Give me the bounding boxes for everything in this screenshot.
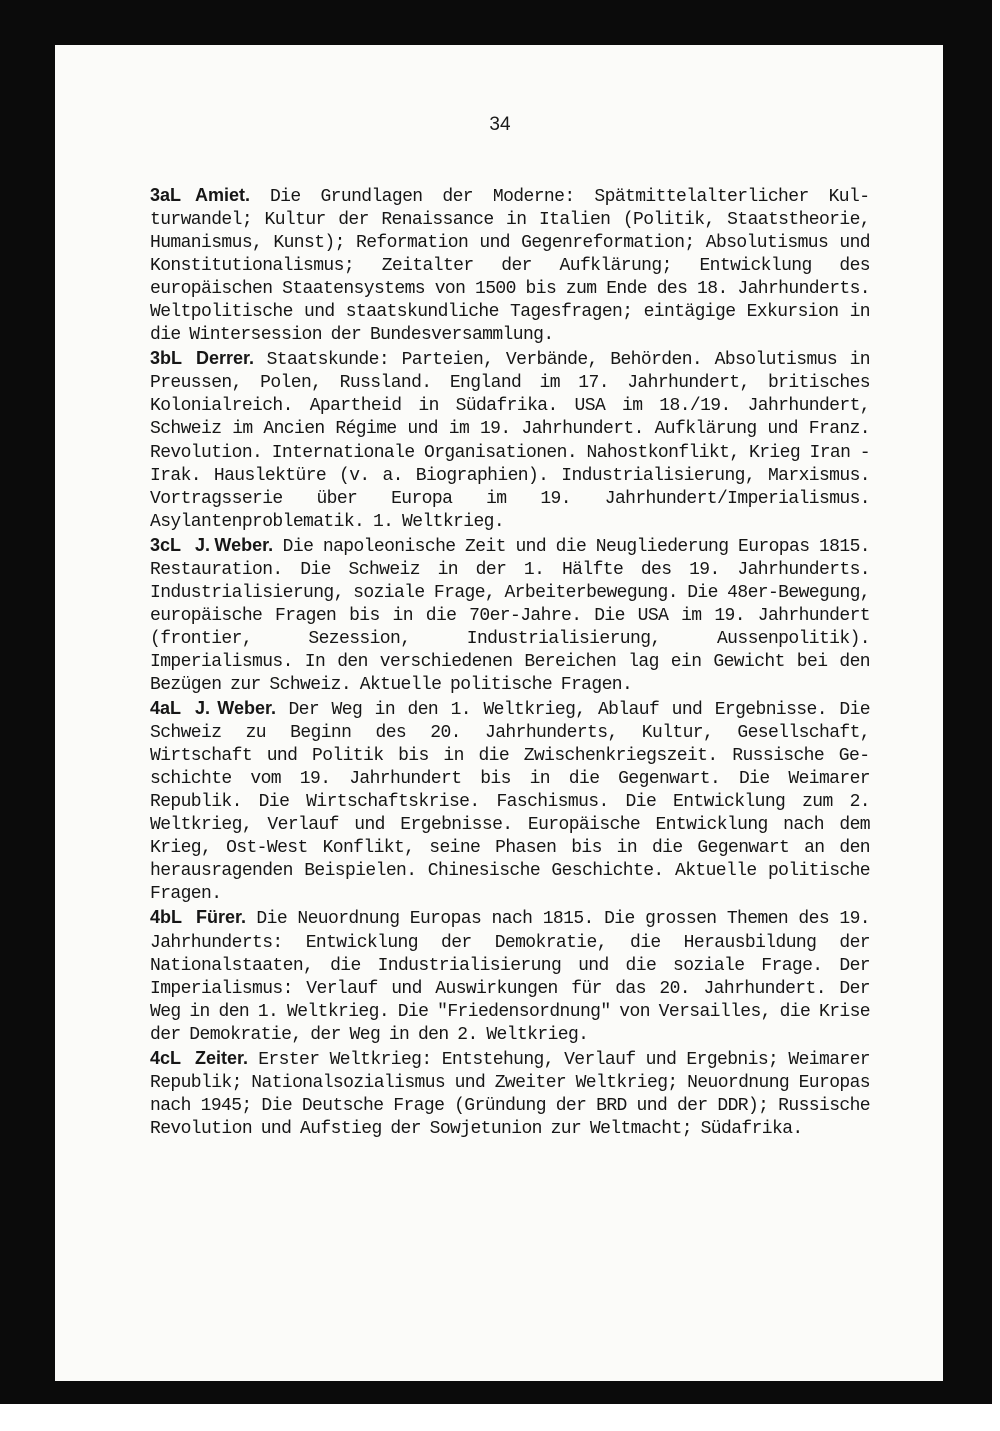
teacher-name: Amiet.: [195, 185, 251, 205]
entry-text: Die Neuordnung Europas nach 1815. Die grossen Themen des 19. Jahrhunderts: Entwicklung der Demokratie, die Herausbildung der Nationalstaaten, die Industrialisierung und die soziale Frage. Der Imperialismus: Verlauf und Auswirkungen für das 20. Jahrhundert. Der Weg in den 1. Weltkrieg. Die "Friedensordnung" von Versailles, die Krise der Demokratie, der Weg in den 2. Weltkrieg.: [150, 909, 870, 1045]
class-entry-4cL: [150, 1047, 870, 1141]
class-entry-4aL: [150, 697, 870, 906]
entry-text: Staatskunde: Parteien, Verbände, Behörden. Absolutismus in Preussen, Polen, Russland. England im 17. Jahrhundert, britisches Kolonialreich. Apartheid in Südafrika. USA im 18./19. Jahrhundert, Schweiz im Ancien Régime und im 19. Jahrhundert. Aufklärung und Franz. Revolution. Internationale Organisationen. Nahostkonflikt, Krieg Iran - Irak. Hauslektüre (v. a. Biographien). Industrialisierung, Marxismus. Vortragsserie über Europa im 19. Jahrhundert/Imperialismus. Asylantenproblematik. 1. Weltkrieg.: [150, 350, 870, 532]
scan-edge-bottom: [0, 1404, 1000, 1431]
class-code: 3cL: [150, 534, 182, 555]
page-number: 34: [489, 114, 511, 135]
class-entry-4bL: [150, 906, 870, 1046]
teacher-name: J. Weber.: [195, 534, 274, 555]
entry-text: Die napoleonische Zeit und die Neugliederung Europas 1815. Restauration. Die Schweiz in der 1. Hälfte des 19. Jahrhunderts. Industrialisierung, soziale Frage, Arbeiterbewegung. Die 48er-Bewegung, europäische Fragen bis in die 70er-Jahre. Die USA im 19. Jahrhundert (frontier, Sezession, Industrialisierung, Aussenpolitik). Imperialismus. In den verschiedenen Bereichen lag ein Gewicht bei den Bezügen zur Schweiz. Aktuelle politische Fragen.: [150, 536, 870, 695]
class-entry-3aL: [150, 184, 870, 347]
scan-edge-right: [992, 0, 1000, 1431]
document-body: [150, 184, 870, 1141]
class-entry-3cL: [150, 534, 870, 697]
teacher-name: J. Weber.: [195, 698, 277, 719]
class-code: 4aL: [150, 698, 182, 719]
entry-text: Erster Weltkrieg: Entstehung, Verlauf und Ergebnis; Weimarer Republik; Nationalsozialismus und Zweiter Weltkrieg; Neuordnung Europas nach 1945; Die Deutsche Frage (Gründung der BRD und der DDR); Russische Revolution und Aufstieg der Sowjetunion zur Weltmacht; Südafrika.: [150, 1049, 870, 1139]
entry-text: Die Grundlagen der Moderne: Spätmittelalterlicher Kulturwandel; Kultur der Renaissance in Italien (Politik, Staatstheorie, Humanismus, Kunst); Reformation und Gegenreformation; Absolutismus und Konstitutionalismus; Zeitalter der Aufklärung; Entwicklung des europäischen Staatensystems von 1500 bis zum Ende des 18. Jahrhunderts. Weltpolitische und staatskundliche Tagesfragen; eintägige Exkursion in die Wintersession der Bundesversammlung.: [150, 187, 870, 346]
class-entry-3bL: [150, 347, 870, 533]
class-code: 3aL: [150, 185, 182, 205]
teacher-name: Derrer.: [196, 348, 255, 369]
class-code: 3bL: [150, 348, 183, 369]
class-code: 4bL: [150, 907, 183, 928]
entry-text: Der Weg in den 1. Weltkrieg, Ablauf und Ergebnisse. Die Schweiz zu Beginn des 20. Jahrhunderts, Kultur, Gesellschaft, Wirtschaft und Politik bis in die Zwischenkriegszeit. Russische Geschichte vom 19. Jahrhundert bis in die Gegenwart. Die Weimarer Republik. Die Wirtschaftskrise. Faschismus. Die Entwicklung zum 2. Weltkrieg, Verlauf und Ergebnisse. Europäische Entwicklung nach dem Krieg, Ost-West Konflikt, seine Phasen bis in die Gegenwart an den herausragenden Beispielen. Chinesische Geschichte. Aktuelle politische Fragen.: [150, 700, 870, 905]
teacher-name: Fürer.: [196, 907, 247, 928]
class-code: 4cL: [150, 1047, 182, 1068]
teacher-name: Zeiter.: [195, 1047, 249, 1068]
